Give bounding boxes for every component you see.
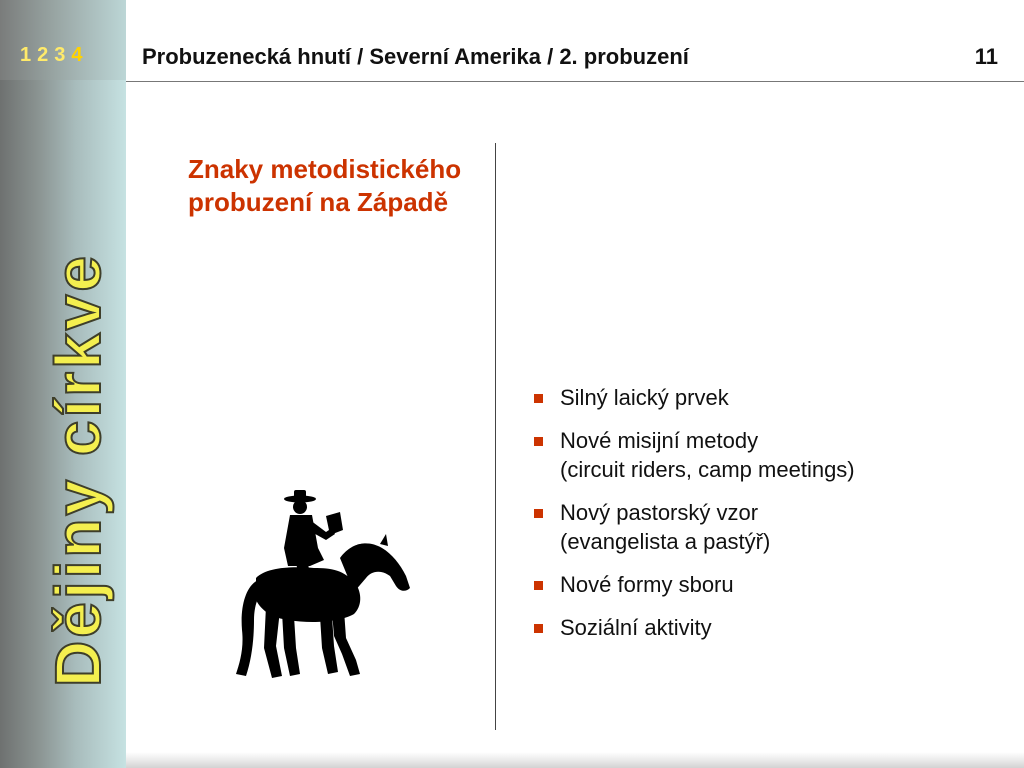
bullet-list [532,383,1002,656]
section-number-2: 2 [37,44,50,66]
bullet-subtext: (evangelista a pastýř) [560,529,771,555]
column-divider [495,143,496,730]
bullet-text: Nový pastorský vzor [560,500,759,526]
section-heading: Znaky metodistického probuzení na Západě [188,154,462,218]
sidebar-vertical-title: Dějiny církve [42,253,114,687]
list-item [532,613,1002,642]
section-number-1: 1 [20,44,33,66]
slide-title: Probuzenecká hnutí / Severní Amerika / 2. probuzení [142,44,689,69]
bullet-marker [534,624,543,633]
bullet-marker [534,394,543,403]
bullet-text: Silný laický prvek [560,385,729,410]
bottom-shadow [126,752,1024,768]
sidebar-header-block [0,0,126,80]
header-divider [126,81,1024,82]
list-item [532,498,1002,556]
list-item [532,426,1002,484]
bullet-subtext: (circuit riders, camp meetings) [560,457,855,483]
list-item [532,570,1002,599]
section-navigation [20,44,89,67]
bullet-marker [534,581,543,590]
bullet-text: Nové formy sboru [560,572,734,598]
bullet-marker [534,437,543,446]
list-item [532,383,1002,412]
bullet-text: Soziální aktivity [560,615,712,641]
horse-rider-icon [222,488,418,688]
bullet-marker [534,509,543,518]
page-number: 11 [974,44,998,69]
bullet-text: Nové misijní metody [560,428,759,454]
section-number-3: 3 [54,44,67,66]
section-number-4-active: 4 [71,44,84,66]
